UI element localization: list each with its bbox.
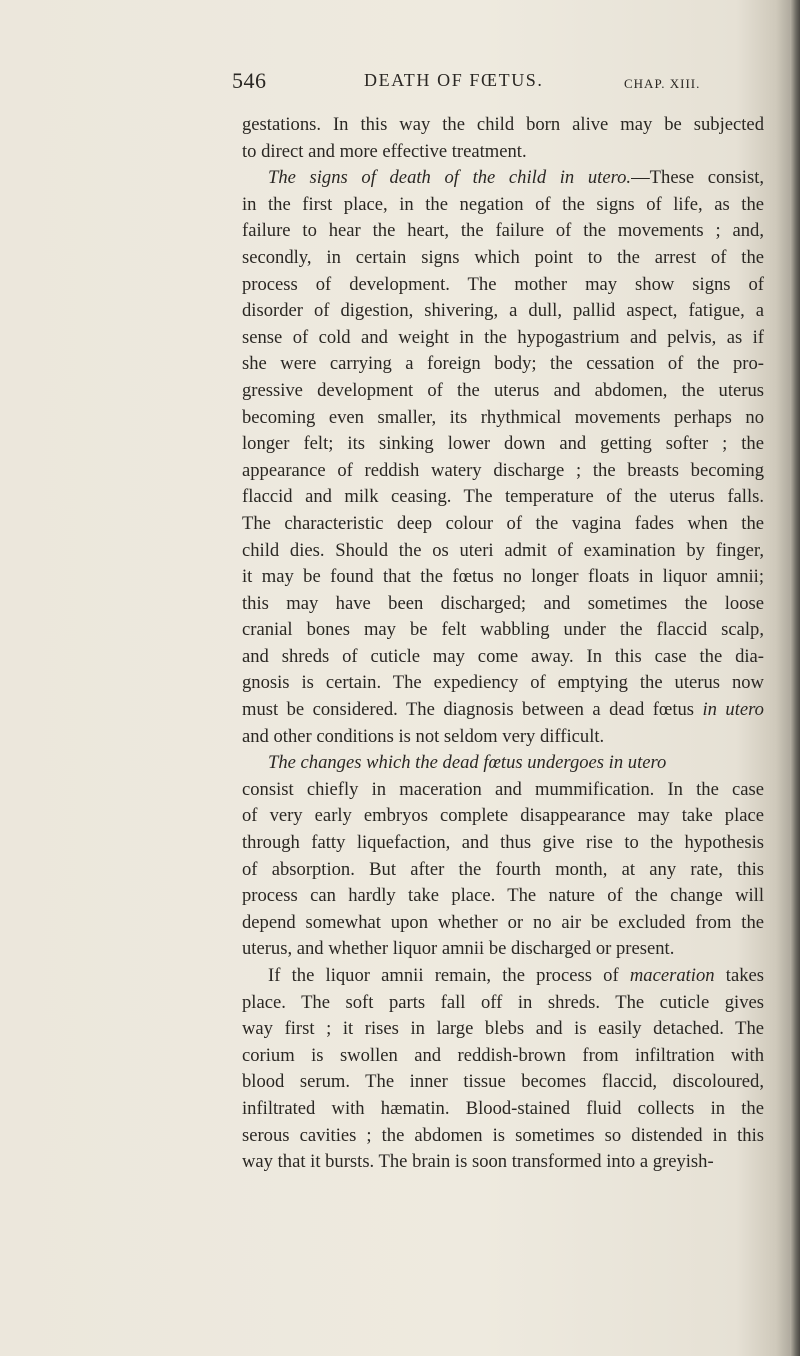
text-line: flaccid and milk ceasing. The temperature of the uterus falls. (242, 486, 764, 508)
text-run: takes (714, 965, 764, 986)
text-line (242, 724, 764, 751)
paragraph-1 (242, 112, 764, 165)
text-line: way that it bursts. The brain is soon transformed into a greyish- (242, 1151, 714, 1173)
text-line: to direct and more effective treatment. (242, 140, 527, 162)
text-line: of absorption. But after the fourth month, at any rate, this (242, 858, 764, 880)
text-line: disorder of digestion, shivering, a dull, pallid aspect, fatigue, a (242, 300, 764, 322)
italic-term: in utero (702, 699, 764, 721)
text-line: infiltrated with hæmatin. Blood-stained fluid collects in the (242, 1097, 764, 1119)
text-line: of very early embryos complete disappearance may take place (242, 805, 764, 827)
text-line: way first ; it rises in large blebs and is easily detached. The (242, 1018, 764, 1040)
text-line: uterus, and whether liquor amnii be discharged or present. (242, 938, 675, 960)
page-edge-shadow (790, 0, 800, 1356)
italic-term: maceration (629, 965, 715, 986)
text-line: gestations. In this way the child born alive may be subjected (242, 114, 764, 135)
italic-heading: The changes which the dead fœtus undergoes in utero (268, 752, 667, 774)
text-run: —These consist, (631, 167, 765, 189)
text-line: gressive development of the uterus and abdomen, the uterus (242, 379, 764, 401)
text-line: process of development. The mother may show signs of (242, 273, 764, 295)
paragraph-3 (242, 750, 764, 963)
running-title: DEATH OF FŒTUS. (364, 70, 544, 90)
text-line: it may be found that the fœtus no longer floats in liquor amnii; (242, 566, 764, 588)
text-line: child dies. Should the os uteri admit of examination by finger, (242, 539, 764, 561)
text-line: gnosis is certain. The expediency of emptying the uterus now (242, 672, 764, 694)
italic-heading: The signs of death of the child in utero. (268, 167, 632, 189)
text-line: serous cavities ; the abdomen is sometimes so distended in this (242, 1124, 764, 1146)
text-line: she were carrying a foreign body; the cessation of the pro- (242, 353, 764, 375)
text-line: consist chiefly in maceration and mummification. In the case (242, 778, 764, 800)
text-line: secondly, in certain signs which point to the arrest of the (242, 246, 764, 268)
text-line: process can hardly take place. The nature of the change will (242, 885, 764, 907)
text-line: and shreds of cuticle may come away. In this case the dia- (242, 645, 764, 667)
text-line: failure to hear the heart, the failure of the movements ; and, (242, 220, 764, 242)
text-line: longer felt; its sinking lower down and getting softer ; the (242, 433, 764, 455)
body-text (242, 112, 764, 1176)
text-line: becoming even smaller, its rhythmical movements perhaps no (242, 406, 764, 428)
text-line (242, 165, 764, 192)
text-line: sense of cold and weight in the hypogastrium and pelvis, as if (242, 326, 764, 348)
text-line (242, 750, 764, 777)
text-run: must be considered. The diagnosis between a dead fœtus (242, 699, 695, 721)
page-number: 546 (232, 68, 267, 93)
text-line: this may have been discharged; and sometimes the loose (242, 592, 764, 614)
text-line: The characteristic deep colour of the vagina fades when the (242, 512, 764, 534)
chapter-label: CHAP. XIII. (624, 76, 701, 91)
text-line (242, 963, 764, 990)
text-line: through fatty liquefaction, and thus give rise to the hypothesis (242, 832, 764, 854)
text-line: in the first place, in the negation of the signs of life, as the (242, 193, 764, 215)
paragraph-2 (242, 165, 764, 750)
text-line: depend somewhat upon whether or no air be excluded from the (242, 911, 764, 933)
running-head (232, 68, 762, 98)
text-line: cranial bones may be felt wabbling under the flaccid scalp, (242, 619, 764, 641)
text-run: If the liquor amnii remain, the process of (268, 965, 630, 986)
text-line: corium is swollen and reddish-brown from infiltration with (242, 1044, 764, 1066)
text-line (242, 697, 764, 724)
text-run: and other conditions is not seldom very difficult. (242, 725, 605, 747)
paragraph-4 (242, 963, 764, 1176)
text-line: place. The soft parts fall off in shreds. The cuticle gives (242, 991, 764, 1013)
text-line: appearance of reddish watery discharge ; the breasts becoming (242, 459, 764, 481)
text-line: blood serum. The inner tissue becomes flaccid, discoloured, (242, 1071, 764, 1093)
